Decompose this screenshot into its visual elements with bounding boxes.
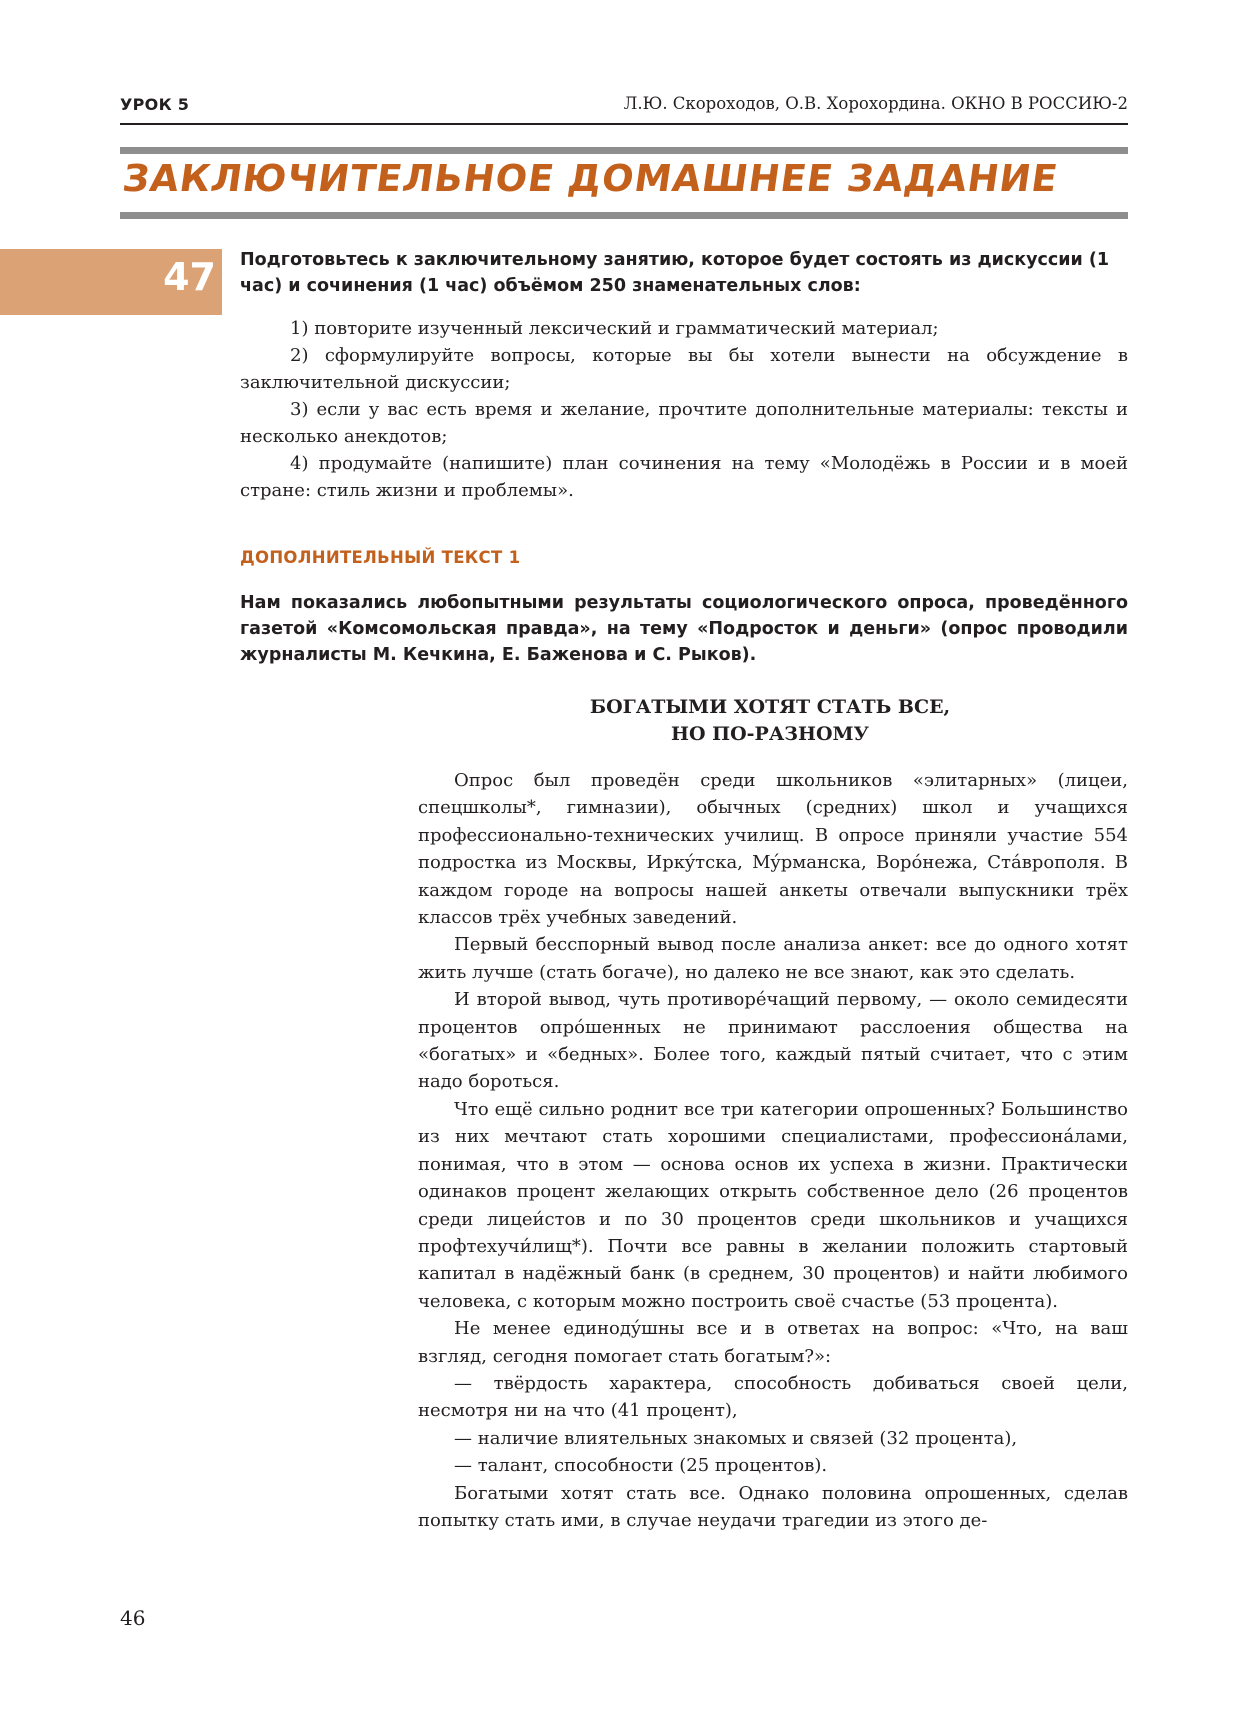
article-body [418, 767, 1128, 1534]
lesson-label: УРОК 5 [120, 95, 190, 114]
running-header-authors: Л.Ю. Скороходов, О.В. Хорохордина. ОКНО В РОССИЮ-2 [623, 94, 1128, 113]
page-number: 46 [120, 1606, 146, 1630]
article-title-line: НО ПО-РАЗНОМУ [671, 723, 869, 745]
title-bar-top [120, 147, 1128, 154]
article-list-item: — талант, способности (25 процентов). [454, 1455, 828, 1477]
title-bar-bottom [120, 212, 1128, 219]
article-list-item: — наличие влиятельных знакомых и связей (32 процента), [454, 1427, 1018, 1449]
extra-text-intro: Нам показались любопытными результаты социологического опроса, проведённого газетой «Комсомольская правда», на тему «Подросток и деньги» (опрос проводили журналисты М. Кечкина, Е. Баженова и С. Рыков). [240, 593, 1128, 665]
article-paragraph: Первый бесспорный вывод после анализа анкет: все до одного хотят жить лучше (стать богаче), но далеко не все знают, как это сделать. [418, 934, 1128, 983]
article-list-item: — твёрдость характера, способность добиваться своей цели, несмотря ни на что (41 процент), [418, 1372, 1128, 1422]
task-number-badge [0, 249, 222, 315]
task-list-item: 2) сформулируйте вопросы, которые вы бы хотели вынести на обсуждение в заключительной дискуссии; [240, 345, 1128, 393]
article-paragraph: И второй вывод, чуть противорéчащий первому, — около семидесяти процентов опрóшенных не принимают расслоения общества на «богатых» и «бедных». Более того, каждый пятый считает, что с этим надо бороться. [418, 989, 1128, 1093]
task-list [240, 315, 1128, 504]
article-paragraph: Богатыми хотят стать все. Однако половина опрошенных, сделав попытку стать ими, в случае неудачи трагедии из этого де- [418, 1482, 1128, 1531]
task-number: 47 [163, 255, 216, 299]
article-title [540, 694, 1000, 748]
article-paragraph: Опрос был проведён среди школьников «элитарных» (лицеи, спецшколы*, гимназии), обычных (средних) школ и учащихся профессионально-технических училищ. В опросе приняли участие 554 подростка из Москвы, Иркýтска, Мýрманска, Ворóнежа, Стáврополя. В каждом городе на вопросы нашей анкеты отвечали выпускники трёх классов трёх учебных заведений. [418, 770, 1128, 929]
header-divider [120, 123, 1128, 125]
task-instruction: Подготовьтесь к заключительному занятию, которое будет состоять из дискуссии (1 час) и сочинения (1 час) объёмом 250 знаменательных слов: [240, 250, 1110, 296]
section-title: ЗАКЛЮЧИТЕЛЬНОЕ ДОМАШНЕЕ ЗАДАНИЕ [120, 157, 1061, 200]
task-list-item: 1) повторите изученный лексический и грамматический материал; [290, 318, 939, 339]
article-paragraph: Что ещё сильно роднит все три категории опрошенных? Большинство из них мечтают стать хорошими специалистами, профессионáлами, понимая, что в этом — основа основ их успеха в жизни. Практически одинаков процент желающих открыть собственное дело (26 процентов среди лицеи́стов и по 30 процентов среди школьников и учащихся профтехучи́лищ*). Почти все равны в желании положить стартовый капитал в надёжный банк (в среднем, 30 процентов) и найти любимого человека, с которым можно построить своё счастье (53 процента). [418, 1098, 1128, 1312]
article-title-line: БОГАТЫМИ ХОТЯТ СТАТЬ ВСЕ, [589, 696, 951, 718]
task-list-item: 3) если у вас есть время и желание, прочтите дополнительные материалы: тексты и несколько анекдотов; [240, 399, 1128, 447]
extra-text-heading: ДОПОЛНИТЕЛЬНЫЙ ТЕКСТ 1 [240, 548, 521, 567]
task-list-item: 4) продумайте (напишите) план сочинения на тему «Молодёжь в России и в моей стране: стиль жизни и проблемы». [240, 453, 1128, 501]
article-paragraph: Не менее единодýшны все и в ответах на вопрос: «Что, на ваш взгляд, сегодня помогает стать богатым?»: [418, 1318, 1128, 1367]
